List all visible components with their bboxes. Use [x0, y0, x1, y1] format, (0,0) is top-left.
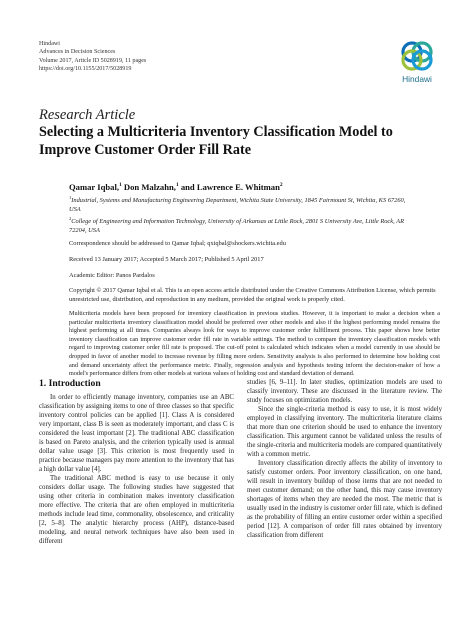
hindawi-logo-icon — [398, 38, 436, 86]
author-name: Don Malzahn, — [123, 182, 176, 192]
hindawi-logo — [398, 38, 436, 86]
body-paragraph: Since the single-criteria method is easy to use, it is most widely employed in classifying inventory. The multicriteria literature claims that more than one criterion should be used to enhance the inventory classification. This argument cannot be validated unless the results of the single-criteria and multicriteria models are compared quantitatively with a common metric. — [247, 406, 442, 459]
abstract: Multicriteria models have been proposed for inventory classification in previous studies. However, it is important to make a decision when a particular multicriteria inventory classification model should be preferred over other models and also if the highest performing model remains the highest performing at all times. Companies always look for ways to improve customer order fulfillment process. This paper shows how better inventory classification can improve customer order fill rate in variable settings. The method to compare the inventory classification models with regard to improving customer order fill rate is proposed. The cut-off point is calculated which indicates when a model currently in use should be dropped in favor of another model to increase revenue by filling more orders. Sensitivity analysis is also performed to determine how holding cost and demand uncertainty affect the performance metric. Finally, regression analysis and hypothesis testing inform the decision-maker of how a model's performance differs from other models at various values of holding cost and standard deviation of demand. — [69, 310, 440, 378]
author-affiliation-mark: 1 — [118, 182, 122, 189]
logo-wordmark: Hindawi — [402, 74, 432, 84]
publisher-name: Hindawi — [39, 41, 60, 47]
body-paragraph: Inventory classification directly affects the ability of inventory to satisfy customer orders. Poor inventory classification, on one hand, will result in inventory buildup of those items that are not needed to meet customer demand; on the other hand, this may cause inventory shortages of items when they are needed the most. The metric that is usually used in the industry is customer order fill rate, which is defined as the probability of filling an entire customer order within a specified period [12]. A comparison of order fill rates obtained by inventory classification from different — [247, 460, 442, 540]
doi-link[interactable]: https://doi.org/10.1155/2017/5028919 — [39, 65, 132, 72]
author-affiliation-mark: 1 — [175, 182, 179, 189]
body-column-right — [247, 378, 442, 540]
body-paragraph: The traditional ABC method is easy to use because it only considers dollar usage. The following studies have suggested that using other criteria in combination makes inventory classification more effective. The criteria that are often employed in multicriteria methods include lead time, commonality, obsolescence, and criticality [2, 5–8]. The analytic hierarchy process (AHP), distance-based modeling, and neural network techniques have also been used in different — [39, 475, 234, 546]
affiliation — [69, 194, 409, 214]
correspondence-line: Correspondence should be addressed to Qamar Iqbal; qxiqbal@shockers.wichita.edu — [69, 240, 286, 247]
academic-editor: Academic Editor: Panos Pardalos — [69, 272, 155, 279]
journal-header — [39, 40, 146, 73]
affiliation-number: 1 — [69, 194, 72, 200]
author-name: and Lawrence E. Whitman — [180, 182, 280, 192]
volume-info: Volume 2017, Article ID 5028919, 11 pages — [39, 57, 147, 64]
affiliation — [69, 215, 409, 235]
section-heading: 1. Introduction — [39, 378, 101, 389]
affiliation-text: Industrial, Systems and Manufacturing Engineering Department, Wichita State University, 1845 Fairmount St, Wichita, KS 67260, USA — [69, 197, 406, 213]
author-affiliation-mark: 2 — [279, 182, 283, 189]
author-list — [69, 182, 283, 192]
body-paragraph: In order to efficiently manage inventory, companies use an ABC classification by assigning items to one of three classes so that specific inventory control policies can be applied [1]. Class A is considered very important, class B is seen as moderately important, and class C is considered the least important [2]. The traditional ABC classification is based on Pareto analysis, and the criterion typically used is annual dollar value usage [3]. This criterion is most frequently used in practice because managers pay more attention to the inventory that has a high dollar value [4]. — [39, 394, 234, 474]
paper-title: Selecting a Multicriteria Inventory Classification Model to Improve Customer Order Fill Rate — [39, 124, 393, 158]
copyright-notice: Copyright © 2017 Qamar Iqbal et al. This is an open access article distributed under the Creative Commons Attribution License, which permits unrestricted use, distribution, and reproduction in any medium, provided the original work is properly cited. — [69, 287, 436, 303]
journal-name: Advances in Decision Sciences — [39, 49, 116, 56]
body-paragraph: studies [6, 9–11]. In later studies, optimization models are used to classify inventory. These are discussed in the literature review. The study focuses on optimization models. — [247, 379, 442, 405]
author-name: Qamar Iqbal, — [69, 182, 119, 192]
body-column-left — [39, 393, 234, 546]
affiliation-text: College of Engineering and Information Technology, University of Arkansas at Little Rock, 2801 S University Ave, Little Rock, AR 72204, USA — [69, 218, 404, 234]
affiliation-number: 2 — [69, 215, 72, 221]
article-type: Research Article — [39, 107, 136, 123]
publication-dates: Received 13 January 2017; Accepted 5 March 2017; Published 5 April 2017 — [69, 256, 264, 263]
